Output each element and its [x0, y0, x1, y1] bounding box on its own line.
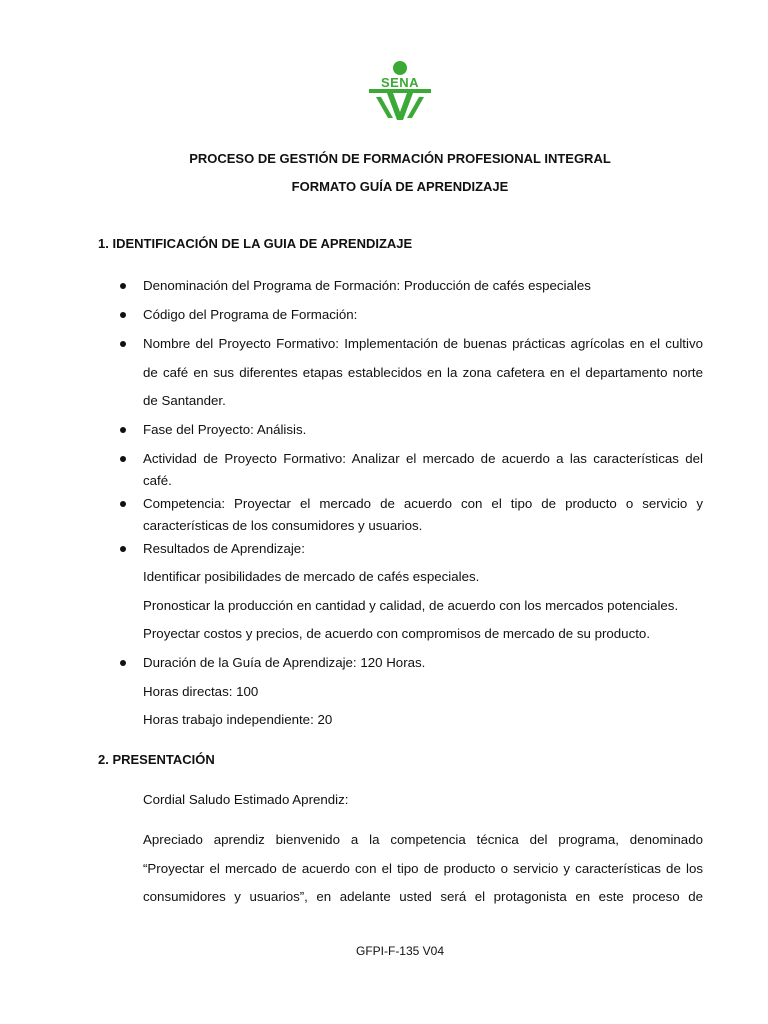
list-item-nombre-cont: de café en sus diferentes etapas establecidos en la zona cafetera en el departamento norte [143, 365, 703, 380]
sena-logo-icon [369, 60, 431, 122]
list-item-competencia: Competencia: Proyectar el mercado de acuerdo con el tipo de producto o servicio y [143, 496, 703, 511]
bullet-icon [120, 501, 126, 507]
presentation-line-1: Apreciado aprendiz bienvenido a la competencia técnica del programa, denominado [143, 832, 703, 847]
bullet-icon [120, 660, 126, 666]
list-item-fase: Fase del Proyecto: Análisis. [143, 422, 307, 437]
list-item-actividad: Actividad de Proyecto Formativo: Analizar el mercado de acuerdo a las características del [143, 451, 703, 466]
bullet-icon [120, 456, 126, 462]
document-subtitle: FORMATO GUÍA DE APRENDIZAJE [291, 179, 509, 194]
horas-independiente: Horas trabajo independiente: 20 [143, 712, 333, 727]
section-2-heading: 2. PRESENTACIÓN [98, 752, 215, 767]
list-item-nombre-end: de Santander. [143, 393, 226, 408]
bullet-icon [120, 312, 126, 318]
list-item-resultados: Resultados de Aprendizaje: [143, 541, 305, 556]
resultado-1: Identificar posibilidades de mercado de cafés especiales. [143, 569, 480, 584]
footer-code: GFPI-F-135 V04 [355, 944, 445, 958]
bullet-icon [120, 341, 126, 347]
bullet-icon [120, 283, 126, 289]
list-item-duracion: Duración de la Guía de Aprendizaje: 120 Horas. [143, 655, 426, 670]
section-1-heading: 1. IDENTIFICACIÓN DE LA GUIA DE APRENDIZAJE [98, 236, 413, 251]
presentation-line-3: consumidores y usuarios”, en adelante usted será el protagonista en este proceso de [143, 889, 703, 904]
resultado-2: Pronosticar la producción en cantidad y calidad, de acuerdo con los mercados potenciales. [143, 598, 679, 613]
list-item-actividad-cont: café. [143, 473, 172, 488]
horas-directas: Horas directas: 100 [143, 684, 259, 699]
greeting: Cordial Saludo Estimado Aprendiz: [143, 792, 349, 807]
list-item-nombre: Nombre del Proyecto Formativo: Implementación de buenas prácticas agrícolas en el cultivo [143, 336, 703, 351]
resultado-3: Proyectar costos y precios, de acuerdo con compromisos de mercado de su producto. [143, 626, 651, 641]
list-item-competencia-cont: características de los consumidores y usuarios. [143, 518, 423, 533]
list-item-codigo: Código del Programa de Formación: [143, 307, 358, 322]
presentation-line-2: “Proyectar el mercado de acuerdo con el tipo de producto o servicio y características de los [143, 861, 703, 876]
logo-text: SENA [380, 75, 420, 90]
bullet-icon [120, 427, 126, 433]
document-title: PROCESO DE GESTIÓN DE FORMACIÓN PROFESIONAL INTEGRAL [189, 151, 611, 166]
list-item-denominacion: Denominación del Programa de Formación: Producción de cafés especiales [143, 278, 591, 293]
bullet-icon [120, 546, 126, 552]
